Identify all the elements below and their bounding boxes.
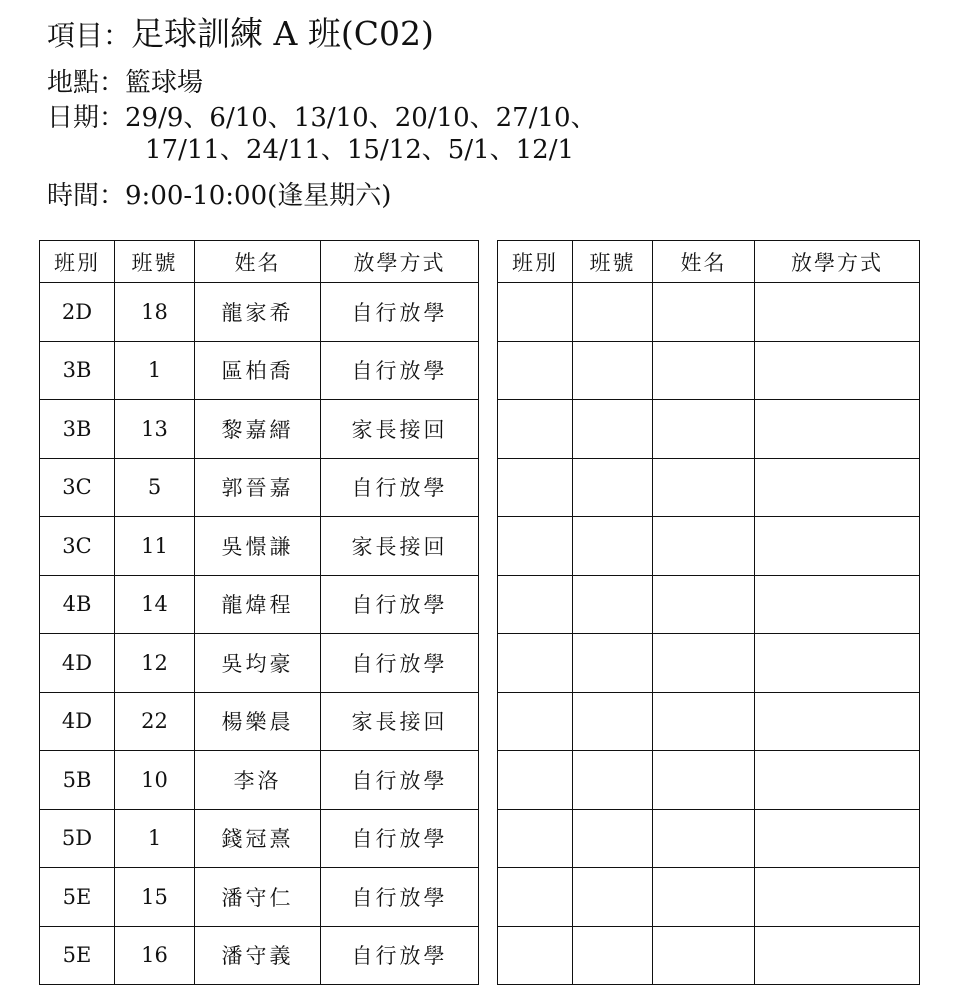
table-row [40, 517, 479, 576]
name-cell: 吳憬謙 [195, 517, 321, 576]
number-cell: 14 [115, 575, 195, 634]
empty-cell [755, 400, 920, 459]
time-value: 9:00-10:00(逢星期六) [125, 181, 392, 211]
empty-table-row [498, 400, 920, 459]
date-label: 日期： [47, 103, 126, 133]
empty-cell [498, 458, 573, 517]
name-cell: 郭晉嘉 [195, 458, 321, 517]
date-list-line-2: 17/11、24/11、15/12、5/1、12/1 [145, 135, 575, 165]
empty-table-row [498, 283, 920, 342]
table-row [40, 809, 479, 868]
time-label: 時間： [47, 181, 126, 211]
empty-cell [755, 751, 920, 810]
time-line [47, 175, 391, 212]
empty-cell [653, 926, 755, 985]
number-cell: 1 [115, 341, 195, 400]
class-cell: 3C [40, 458, 115, 517]
empty-cell [653, 634, 755, 693]
table-row [40, 692, 479, 751]
empty-cell [573, 517, 653, 576]
table-row [40, 283, 479, 342]
name-cell: 龍家希 [195, 283, 321, 342]
empty-table-row [498, 809, 920, 868]
empty-table-row [498, 341, 920, 400]
project-title: 足球訓練 A 班(C02) [131, 14, 434, 53]
empty-cell [573, 692, 653, 751]
class-cell: 3B [40, 341, 115, 400]
dismissal-cell: 自行放學 [321, 283, 479, 342]
empty-cell [755, 575, 920, 634]
empty-cell [498, 341, 573, 400]
header-dismissal: 放學方式 [755, 241, 920, 283]
name-cell: 潘守義 [195, 926, 321, 985]
empty-cell [498, 575, 573, 634]
empty-cell [573, 751, 653, 810]
student-roster-table [39, 240, 479, 985]
class-cell: 3C [40, 517, 115, 576]
number-cell: 18 [115, 283, 195, 342]
number-cell: 13 [115, 400, 195, 459]
empty-cell [573, 926, 653, 985]
empty-cell [498, 634, 573, 693]
empty-cell [573, 341, 653, 400]
name-cell: 李洛 [195, 751, 321, 810]
header-class: 班別 [498, 241, 573, 283]
number-cell: 5 [115, 458, 195, 517]
number-cell: 16 [115, 926, 195, 985]
table-row [40, 634, 479, 693]
location-line [47, 62, 203, 99]
empty-cell [573, 634, 653, 693]
name-cell: 區柏喬 [195, 341, 321, 400]
class-cell: 4B [40, 575, 115, 634]
empty-cell [573, 458, 653, 517]
table-row [40, 868, 479, 927]
empty-cell [498, 283, 573, 342]
empty-cell [653, 458, 755, 517]
empty-cell [755, 692, 920, 751]
header-class: 班別 [40, 241, 115, 283]
empty-cell [653, 692, 755, 751]
empty-cell [498, 692, 573, 751]
header-name: 姓名 [653, 241, 755, 283]
class-cell: 5D [40, 809, 115, 868]
empty-cell [573, 575, 653, 634]
empty-cell [755, 809, 920, 868]
table-row [40, 341, 479, 400]
table-row [40, 751, 479, 810]
name-cell: 錢冠熹 [195, 809, 321, 868]
table-header-row [498, 241, 920, 283]
empty-cell [653, 283, 755, 342]
class-cell: 5E [40, 868, 115, 927]
location-label: 地點： [47, 68, 126, 98]
table-row [40, 458, 479, 517]
empty-cell [498, 926, 573, 985]
empty-cell [755, 517, 920, 576]
empty-cell [653, 868, 755, 927]
project-label: 項目： [47, 19, 132, 52]
dismissal-cell: 自行放學 [321, 926, 479, 985]
class-cell: 2D [40, 283, 115, 342]
class-cell: 5B [40, 751, 115, 810]
empty-cell [653, 341, 755, 400]
dismissal-cell: 家長接回 [321, 517, 479, 576]
dismissal-cell: 自行放學 [321, 575, 479, 634]
number-cell: 22 [115, 692, 195, 751]
table-row [40, 575, 479, 634]
empty-table-row [498, 926, 920, 985]
empty-cell [755, 283, 920, 342]
table-row [40, 400, 479, 459]
empty-roster-table [497, 240, 920, 985]
empty-cell [653, 809, 755, 868]
location-value: 籃球場 [125, 68, 204, 98]
empty-table-row [498, 575, 920, 634]
empty-cell [573, 868, 653, 927]
header-number: 班號 [573, 241, 653, 283]
header-name: 姓名 [195, 241, 321, 283]
empty-cell [498, 751, 573, 810]
empty-cell [653, 400, 755, 459]
empty-cell [498, 400, 573, 459]
header-dismissal: 放學方式 [321, 241, 479, 283]
empty-cell [755, 458, 920, 517]
empty-table-row [498, 692, 920, 751]
table-row [40, 926, 479, 985]
empty-cell [653, 517, 755, 576]
empty-cell [755, 926, 920, 985]
empty-cell [498, 809, 573, 868]
number-cell: 12 [115, 634, 195, 693]
empty-cell [653, 575, 755, 634]
empty-cell [755, 868, 920, 927]
dismissal-cell: 自行放學 [321, 868, 479, 927]
empty-cell [573, 809, 653, 868]
number-cell: 1 [115, 809, 195, 868]
empty-cell [573, 283, 653, 342]
empty-cell [498, 517, 573, 576]
class-cell: 4D [40, 692, 115, 751]
empty-table-row [498, 517, 920, 576]
dismissal-cell: 自行放學 [321, 341, 479, 400]
name-cell: 龍煒程 [195, 575, 321, 634]
number-cell: 15 [115, 868, 195, 927]
dismissal-cell: 自行放學 [321, 809, 479, 868]
empty-table-row [498, 751, 920, 810]
empty-cell [755, 634, 920, 693]
number-cell: 11 [115, 517, 195, 576]
name-cell: 潘守仁 [195, 868, 321, 927]
name-cell: 黎嘉縉 [195, 400, 321, 459]
number-cell: 10 [115, 751, 195, 810]
empty-table-row [498, 634, 920, 693]
name-cell: 楊樂晨 [195, 692, 321, 751]
dismissal-cell: 自行放學 [321, 751, 479, 810]
empty-cell [755, 341, 920, 400]
header-number: 班號 [115, 241, 195, 283]
name-cell: 吳均豪 [195, 634, 321, 693]
empty-table-row [498, 868, 920, 927]
class-cell: 4D [40, 634, 115, 693]
date-list-line-1: 29/9、6/10、13/10、20/10、27/10、 [125, 103, 597, 133]
project-line [47, 8, 434, 55]
empty-cell [498, 868, 573, 927]
class-cell: 5E [40, 926, 115, 985]
dismissal-cell: 自行放學 [321, 458, 479, 517]
empty-table-row [498, 458, 920, 517]
empty-cell [653, 751, 755, 810]
table-header-row [40, 241, 479, 283]
dismissal-cell: 家長接回 [321, 692, 479, 751]
class-cell: 3B [40, 400, 115, 459]
dismissal-cell: 自行放學 [321, 634, 479, 693]
dismissal-cell: 家長接回 [321, 400, 479, 459]
empty-cell [573, 400, 653, 459]
